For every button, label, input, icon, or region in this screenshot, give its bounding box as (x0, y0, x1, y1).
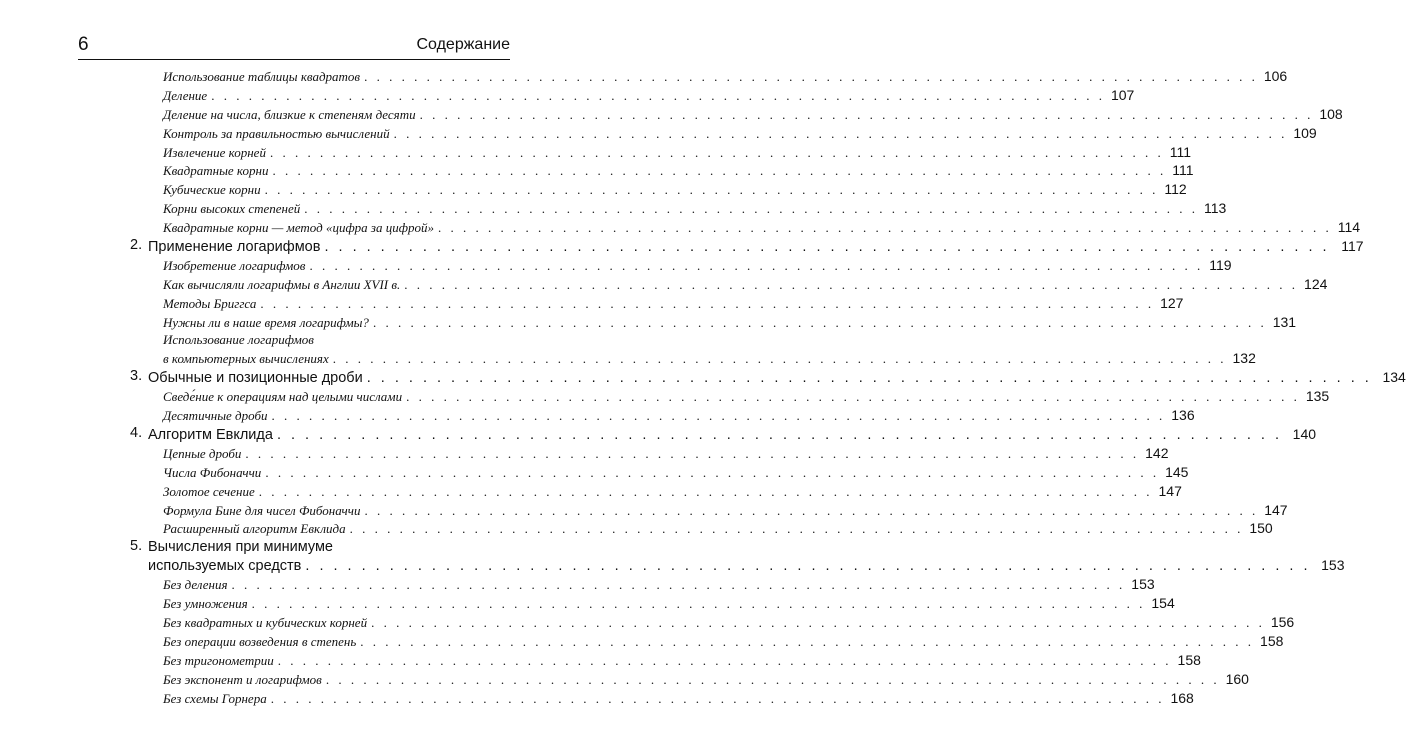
dot-leader (438, 219, 1332, 238)
section-entry (163, 199, 1227, 218)
dot-leader (309, 257, 1203, 276)
entry-row (163, 294, 1184, 313)
entry-title: Формула Бине для чисел Фибоначчи (163, 502, 361, 518)
page-reference: 113 (1204, 200, 1227, 217)
page-reference: 147 (1264, 501, 1288, 518)
page-reference: 114 (1337, 219, 1361, 236)
dot-leader (260, 295, 1154, 314)
chapter-entry (130, 368, 1406, 387)
entry-row (163, 519, 1273, 538)
entry-row (163, 218, 1361, 237)
entry-row (163, 689, 1194, 708)
entry-title: Обычные и позиционные дроби (148, 370, 363, 387)
entry-title: Деление (163, 87, 208, 103)
entry-row (163, 482, 1182, 501)
dot-leader (394, 125, 1288, 144)
entry-row (148, 368, 1406, 387)
chapter-entry (130, 425, 1317, 444)
section-entry (163, 218, 1361, 237)
dot-leader (259, 483, 1153, 502)
page-reference: 156 (1270, 614, 1295, 631)
section-entry (163, 331, 1256, 368)
chapter-body (148, 237, 1364, 256)
page-reference: 127 (1160, 294, 1184, 311)
page-reference: 131 (1272, 313, 1297, 330)
entry-title: в компьютерных вычислениях (163, 351, 329, 367)
entry-title-first-line: Использование логарифмов (163, 332, 314, 348)
section-entry (163, 406, 1195, 425)
entry-title: Корни высоких степеней (163, 201, 301, 217)
page-reference: 154 (1151, 595, 1175, 612)
entry-row (163, 86, 1135, 105)
entry-title: Контроль за правильностью вычислений (163, 125, 390, 141)
page-reference: 119 (1209, 256, 1232, 273)
dot-leader (333, 350, 1227, 369)
section-entry (163, 651, 1201, 670)
dot-leader (371, 614, 1265, 633)
chapter-number: 3. (130, 368, 143, 385)
dot-leader (373, 314, 1267, 333)
entry-title: Без операции возведения в степень (163, 633, 357, 649)
chapter-body (148, 538, 1344, 575)
section-entry (163, 613, 1295, 632)
dot-leader (245, 445, 1139, 464)
dot-leader (420, 106, 1314, 125)
page-reference: 158 (1260, 632, 1284, 649)
section-entry (163, 519, 1273, 538)
section-entry (163, 180, 1187, 199)
page-reference: 109 (1293, 124, 1317, 141)
page-reference: 111 (1172, 162, 1194, 179)
entry-row (163, 575, 1155, 594)
dot-leader (326, 671, 1220, 690)
entry-title: Квадратные корни (163, 163, 269, 179)
dot-leader (360, 633, 1254, 652)
dot-leader (304, 200, 1198, 219)
section-entry (163, 463, 1189, 482)
entry-title: Расширенный алгоритм Евклида (163, 521, 346, 537)
page-reference: 112 (1164, 181, 1187, 198)
section-entry (163, 632, 1284, 651)
entry-row (163, 143, 1191, 162)
entry-row (163, 670, 1249, 689)
page-reference: 111 (1169, 143, 1191, 160)
entry-row (163, 444, 1169, 463)
section-entry (163, 501, 1288, 520)
entry-row (163, 161, 1194, 180)
dot-leader (265, 464, 1159, 483)
page-reference: 135 (1305, 388, 1330, 405)
dot-leader (404, 276, 1298, 295)
dot-leader (271, 690, 1165, 709)
entry-title: Золотое сечение (163, 483, 255, 499)
page-reference: 150 (1249, 520, 1273, 537)
chapter-number: 4. (130, 425, 143, 442)
entry-row (163, 313, 1297, 332)
dot-leader (367, 369, 1372, 388)
dot-leader (324, 238, 1329, 257)
entry-row (163, 124, 1317, 143)
entry-title: Цепные дроби (163, 445, 242, 461)
page-reference: 108 (1319, 105, 1343, 122)
section-entry (163, 161, 1194, 180)
section-entry (163, 670, 1249, 689)
entry-row (163, 256, 1232, 275)
entry-title: Использование таблицы квадратов (163, 69, 361, 84)
entry-row (163, 632, 1284, 651)
dot-leader (278, 652, 1172, 671)
header-rule (78, 59, 510, 60)
dot-leader (406, 388, 1300, 407)
entry-row (163, 501, 1288, 520)
page-reference: 117 (1341, 238, 1364, 255)
section-entry (163, 575, 1155, 594)
entry-row (163, 275, 1328, 294)
page-reference: 158 (1177, 651, 1201, 668)
section-entry (163, 387, 1330, 406)
dot-leader (305, 557, 1310, 576)
section-entry (163, 275, 1328, 294)
section-entry (163, 444, 1169, 463)
page-reference: 153 (1321, 557, 1345, 574)
page-reference: 132 (1232, 350, 1256, 367)
entry-row (163, 67, 1288, 86)
page-reference: 140 (1292, 426, 1317, 443)
section-entry (163, 594, 1175, 613)
entry-title: Десятичные дроби (163, 408, 268, 424)
section-entry (163, 86, 1135, 105)
entry-row (148, 425, 1316, 444)
section-entry (163, 482, 1182, 501)
section-entry (163, 105, 1343, 124)
entry-title: Сведе́ние к операциям над целыми числами (163, 389, 403, 405)
entry-title: Без тригонометрии (163, 652, 274, 668)
page-number: 6 (78, 34, 89, 55)
section-entry (163, 313, 1297, 332)
chapter-number: 2. (130, 237, 143, 254)
page-reference: 107 (1110, 86, 1135, 103)
page-reference: 147 (1158, 482, 1182, 499)
entry-title: Без схемы Горнера (163, 690, 267, 706)
entry-title: Без деления (163, 577, 228, 593)
entry-title: используемых средств (148, 558, 302, 575)
dot-leader (265, 181, 1159, 200)
page-reference: 124 (1304, 275, 1328, 292)
entry-title: Квадратные корни — метод «цифра за цифрой» (163, 220, 434, 236)
dot-leader (211, 87, 1105, 106)
table-of-contents (130, 67, 1406, 708)
entry-row (163, 199, 1227, 218)
page-reference: 134 (1382, 369, 1406, 386)
section-entry (163, 143, 1191, 162)
section-entry (163, 689, 1194, 708)
entry-row (163, 406, 1195, 425)
page-reference: 160 (1225, 670, 1249, 687)
entry-title: Извлечение корней (163, 144, 266, 160)
entry-title: Нужны ли в наше время логарифмы? (163, 314, 369, 330)
entry-row (148, 556, 1344, 575)
page-reference: 153 (1131, 576, 1155, 593)
entry-title: Деление на числа, близкие к степеням десяти (163, 106, 416, 122)
entry-row (163, 651, 1201, 670)
entry-title: Как вычисляли логарифмы в Англии XVII в. (163, 276, 401, 292)
entry-row (163, 105, 1343, 124)
entry-row (163, 387, 1330, 406)
entry-title-first-line: Вычисления при минимуме (148, 539, 333, 556)
chapter-number: 5. (130, 538, 143, 555)
entry-row (163, 613, 1295, 632)
page-reference: 106 (1263, 68, 1288, 84)
dot-leader (364, 502, 1258, 521)
page-reference: 145 (1165, 463, 1189, 480)
section-entry (163, 256, 1232, 275)
section-entry (163, 67, 1288, 86)
running-title: Содержание (416, 36, 510, 53)
entry-row (163, 180, 1187, 199)
section-entry (163, 124, 1317, 143)
entry-title: Алгоритм Евклида (148, 427, 273, 444)
page-reference: 136 (1171, 407, 1195, 424)
entry-title: Без квадратных и кубических корней (163, 615, 368, 631)
entry-title: Числа Фибоначчи (163, 464, 262, 480)
entry-row (148, 237, 1364, 256)
chapter-body (148, 368, 1406, 387)
page-header (78, 34, 510, 56)
dot-leader (350, 520, 1244, 539)
dot-leader (232, 576, 1126, 595)
dot-leader (272, 407, 1166, 426)
entry-title: Без экспонент и логарифмов (163, 671, 322, 687)
entry-title: Без умножения (163, 596, 248, 612)
section-entry (163, 294, 1184, 313)
chapter-entry (130, 237, 1364, 256)
dot-leader (270, 144, 1164, 163)
entry-title: Кубические корни (163, 182, 261, 198)
entry-row (163, 463, 1189, 482)
page-reference: 142 (1145, 444, 1169, 461)
entry-title: Изобретение логарифмов (163, 257, 306, 273)
dot-leader (252, 595, 1146, 614)
entry-title: Методы Бриггса (163, 295, 257, 311)
entry-title: Применение логарифмов (148, 239, 321, 256)
chapter-body (148, 425, 1316, 444)
dot-leader (277, 426, 1282, 445)
chapter-entry (130, 538, 1345, 575)
dot-leader (364, 68, 1258, 87)
entry-row (163, 349, 1256, 368)
page-reference: 168 (1170, 689, 1194, 706)
dot-leader (272, 162, 1166, 181)
entry-row (163, 594, 1175, 613)
